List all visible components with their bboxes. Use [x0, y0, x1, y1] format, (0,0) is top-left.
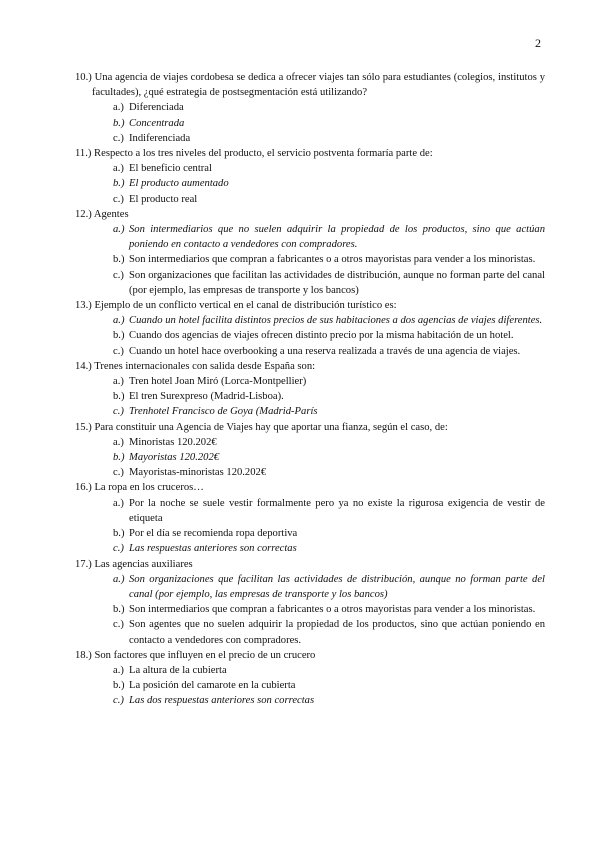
option-letter: b.)	[113, 117, 125, 129]
answer-option	[113, 465, 545, 480]
option-letter: a.)	[113, 573, 125, 585]
option-text: Mayoristas-minoristas 120.202€	[129, 467, 267, 479]
option-text: Indiferenciada	[129, 132, 191, 144]
question	[75, 70, 545, 146]
question-number: 14.)	[75, 360, 92, 372]
option-list	[75, 435, 545, 481]
option-letter: a.)	[113, 102, 124, 114]
question	[75, 480, 545, 556]
option-letter: a.)	[113, 224, 125, 236]
option-text: Trenhotel Francisco de Goya (Madrid-París	[129, 406, 318, 418]
option-letter: c.)	[113, 619, 124, 631]
question-stem: Una agencia de viajes cordobesa se dedica a ofrecer viajes tan sólo para estudiantes (colegios, institutos y facultades), ¿qué estrategia de postsegmentación está utilizando?	[92, 72, 546, 99]
option-list	[75, 572, 545, 648]
question-list	[75, 70, 545, 709]
option-letter: b.)	[113, 330, 125, 342]
option-text: La altura de la cubierta	[129, 664, 227, 676]
option-letter: a.)	[113, 436, 124, 448]
question-stem: Son factores que influyen en el precio de un crucero	[94, 649, 316, 661]
option-list	[75, 663, 545, 709]
option-list	[75, 222, 545, 298]
option-text: Las respuestas anteriores son correctas	[129, 543, 297, 555]
question-number: 13.)	[75, 300, 92, 312]
option-text: Tren hotel Joan Miró (Lorca-Montpellier)	[129, 376, 307, 388]
option-text: Son agentes que no suelen adquirir la propiedad de los productos, sino que actúan poniendo en contacto a vendedores con compradores.	[129, 619, 545, 646]
answer-option	[113, 131, 545, 146]
answer-option	[113, 328, 545, 343]
question-text	[75, 146, 545, 161]
question	[75, 648, 545, 709]
option-letter: c.)	[113, 269, 124, 281]
question-text	[75, 480, 545, 495]
option-text: Cuando un hotel facilita distintos precios de sus habitaciones a dos agencias de viajes diferentes.	[129, 315, 543, 327]
option-text: El producto real	[129, 193, 198, 205]
answer-option	[113, 192, 545, 207]
answer-option	[113, 268, 545, 298]
option-list	[75, 100, 545, 146]
answer-option	[113, 389, 545, 404]
answer-option-correct	[113, 222, 545, 252]
answer-option	[113, 617, 545, 647]
option-text: Cuando dos agencias de viajes ofrecen distinto precio por la misma habitación de un hotel.	[129, 330, 514, 342]
question	[75, 557, 545, 648]
option-letter: b.)	[113, 391, 125, 403]
option-text: Por el día se recomienda ropa deportiva	[129, 528, 298, 540]
option-text: Son intermediarios que no suelen adquirir la propiedad de los productos, sino que actúan poniendo en contacto a vendedores con compradores.	[129, 224, 545, 251]
option-letter: c.)	[113, 695, 124, 707]
option-letter: a.)	[113, 497, 124, 509]
question-text	[75, 648, 545, 663]
question-number: 17.)	[75, 558, 92, 570]
question-text	[75, 557, 545, 572]
question-number: 16.)	[75, 482, 92, 494]
question-number: 15.)	[75, 421, 92, 433]
question	[75, 359, 545, 420]
question-text	[75, 359, 545, 374]
answer-option-correct	[113, 541, 545, 556]
question-text	[75, 207, 545, 222]
question-stem: Respecto a los tres niveles del producto, el servicio postventa formaría parte de:	[94, 148, 433, 160]
option-letter: a.)	[113, 664, 124, 676]
option-letter: a.)	[113, 376, 124, 388]
option-list	[75, 496, 545, 557]
option-list	[75, 161, 545, 207]
question-number: 18.)	[75, 649, 92, 661]
option-letter: b.)	[113, 528, 125, 540]
option-text: La posición del camarote en la cubierta	[129, 680, 296, 692]
answer-option	[113, 252, 545, 267]
option-text: Las dos respuestas anteriores son correctas	[129, 695, 315, 707]
option-text: Son organizaciones que facilitan las actividades de distribución, aunque no forman parte del canal (por ejemplo, las empresas de transporte y los bancos)	[129, 573, 545, 600]
answer-option-correct	[113, 404, 545, 419]
question-number: 11.)	[75, 148, 92, 160]
option-letter: b.)	[113, 680, 125, 692]
option-letter: c.)	[113, 543, 124, 555]
answer-option-correct	[113, 693, 545, 708]
option-list	[75, 374, 545, 420]
option-letter: b.)	[113, 452, 125, 464]
option-letter: c.)	[113, 406, 124, 418]
answer-option-correct	[113, 450, 545, 465]
question	[75, 207, 545, 298]
question	[75, 146, 545, 207]
question	[75, 420, 545, 481]
answer-option	[113, 602, 545, 617]
option-text: Son intermediarios que compran a fabricantes o a otros mayoristas para vender a los minoristas.	[129, 604, 536, 616]
option-text: Concentrada	[129, 117, 185, 129]
option-letter: c.)	[113, 193, 124, 205]
option-letter: a.)	[113, 315, 125, 327]
answer-option	[113, 100, 545, 115]
page-number: 2	[535, 36, 541, 50]
question-stem: Agentes	[93, 208, 129, 220]
option-text: Minoristas 120.202€	[129, 436, 217, 448]
question-number: 12.)	[75, 208, 92, 220]
option-text: Son intermediarios que compran a fabricantes o a otros mayoristas para vender a los minoristas.	[129, 254, 536, 266]
option-letter: c.)	[113, 467, 124, 479]
question-stem: Para constituir una Agencia de Viajes hay que aportar una fianza, según el caso, de:	[94, 421, 448, 433]
answer-option	[113, 374, 545, 389]
question-text	[75, 420, 545, 435]
answer-option	[113, 496, 545, 526]
option-text: El beneficio central	[129, 163, 212, 175]
option-text: Mayoristas 120.202€	[129, 452, 220, 464]
answer-option	[113, 344, 545, 359]
question-text	[75, 70, 545, 100]
option-letter: b.)	[113, 604, 125, 616]
option-text: El producto aumentado	[129, 178, 229, 190]
option-text: El tren Surexpreso (Madrid-Lisboa).	[129, 391, 284, 403]
answer-option-correct	[113, 572, 545, 602]
option-letter: c.)	[113, 132, 124, 144]
answer-option-correct	[113, 116, 545, 131]
answer-option	[113, 526, 545, 541]
option-letter: b.)	[113, 178, 125, 190]
option-text: Cuando un hotel hace overbooking a una reserva realizada a través de una agencia de viajes.	[129, 345, 521, 357]
question-number: 10.)	[75, 72, 92, 83]
answer-option	[113, 161, 545, 176]
answer-option-correct	[113, 313, 545, 328]
option-letter: c.)	[113, 345, 124, 357]
option-letter: a.)	[113, 163, 124, 175]
question	[75, 298, 545, 359]
option-list	[75, 313, 545, 359]
option-letter: b.)	[113, 254, 125, 266]
question-stem: La ropa en los cruceros…	[94, 482, 204, 494]
option-text: Por la noche se suele vestir formalmente pero ya no existe la rigurosa exigencia de vestir de etiqueta	[129, 497, 545, 524]
question-stem: Las agencias auxiliares	[94, 558, 193, 570]
question-text	[75, 298, 545, 313]
answer-option-correct	[113, 176, 545, 191]
answer-option	[113, 663, 545, 678]
option-text: Son organizaciones que facilitan las actividades de distribución, aunque no forman parte del canal (por ejemplo, las empresas de transporte y los bancos)	[129, 269, 545, 296]
answer-option	[113, 435, 545, 450]
answer-option	[113, 678, 545, 693]
question-stem: Trenes internacionales con salida desde España son:	[94, 360, 316, 372]
question-stem: Ejemplo de un conflicto vertical en el canal de distribución turístico es:	[94, 300, 397, 312]
option-text: Diferenciada	[129, 102, 184, 114]
